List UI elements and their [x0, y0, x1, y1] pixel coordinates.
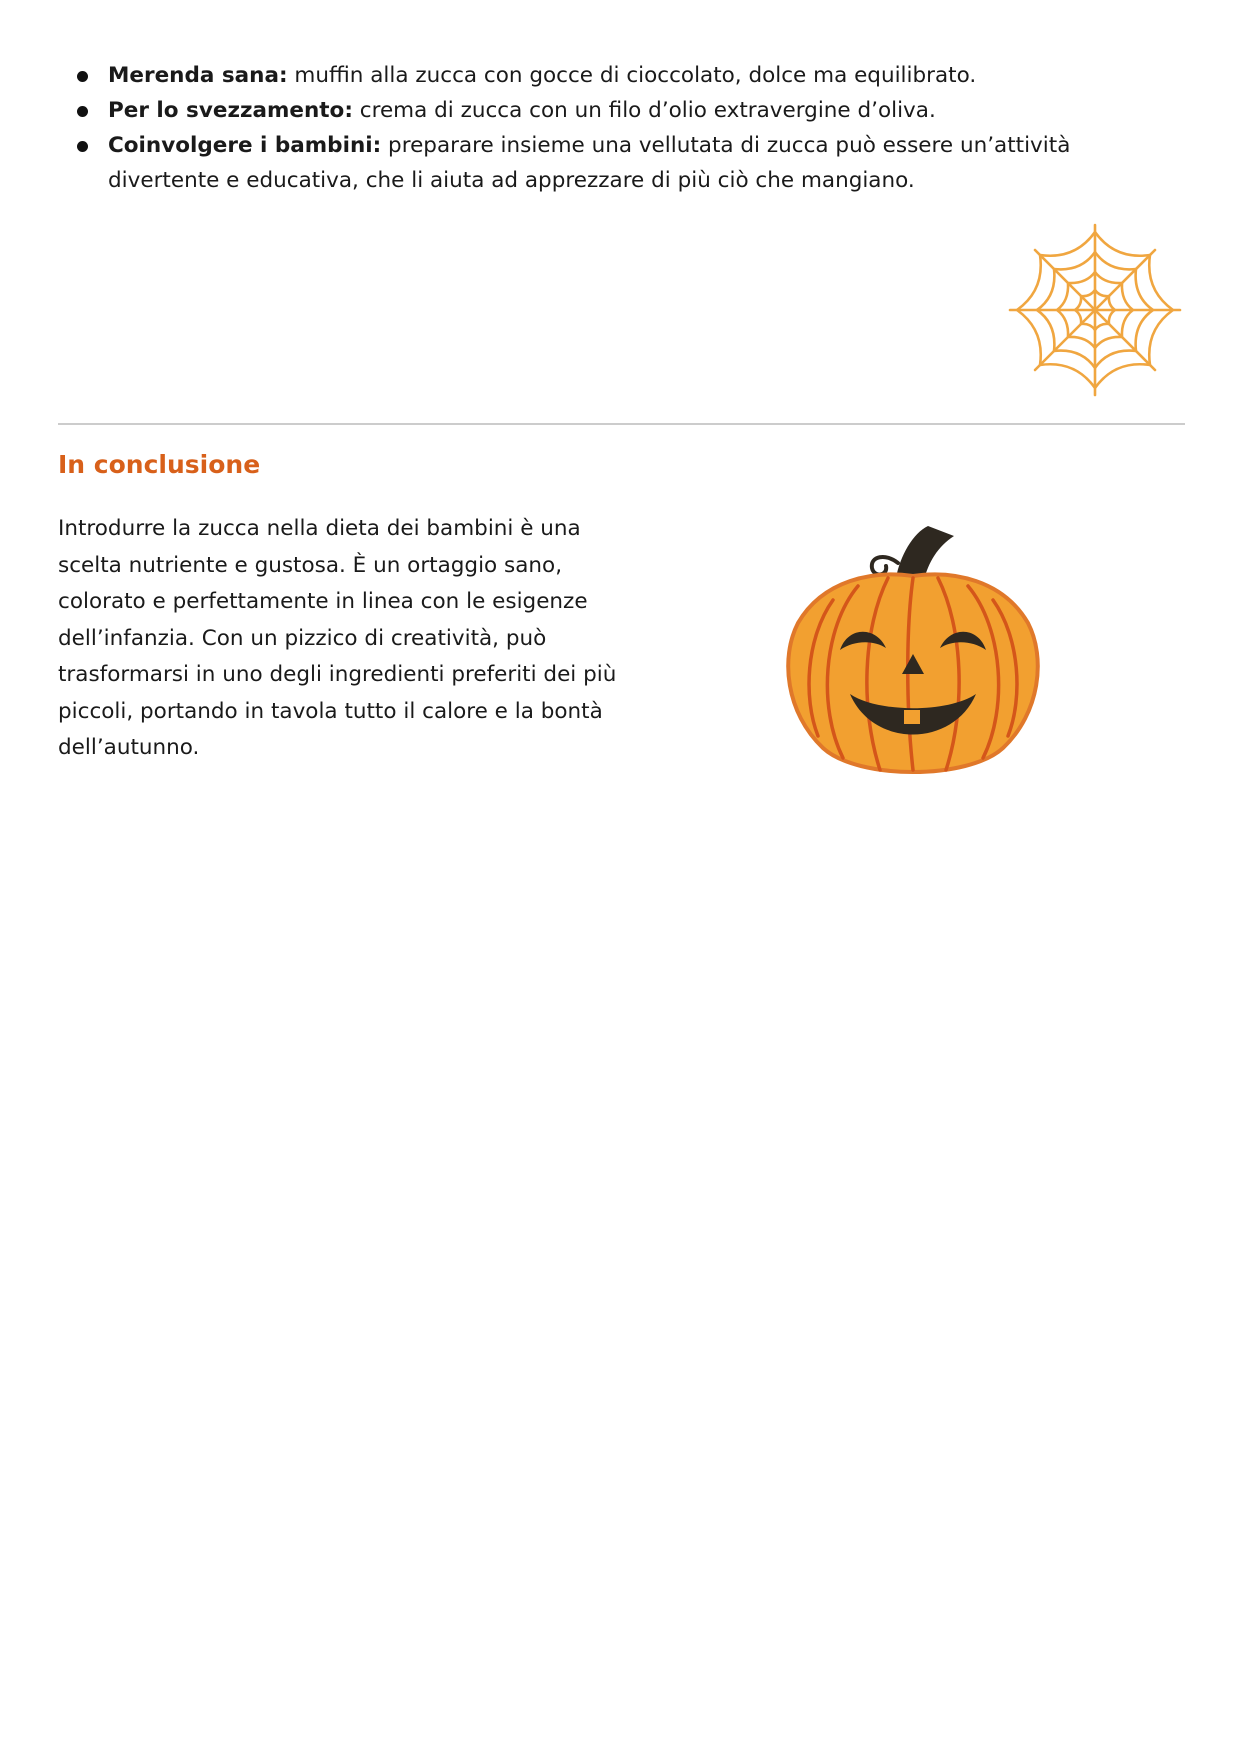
bullet-term: Per lo svezzamento: [108, 98, 353, 123]
section-divider [58, 423, 1185, 425]
bullet-term: Merenda sana: [108, 63, 288, 88]
bullet-text: muffin alla zucca con gocce di cioccolato, dolce ma equilibrato. [287, 63, 977, 88]
bullet-icon [77, 141, 88, 152]
bullet-text: crema di zucca con un filo d’olio extravergine d’oliva. [352, 98, 936, 123]
list-item [74, 128, 1184, 198]
bullet-list [74, 58, 1184, 198]
list-item [74, 58, 1184, 93]
spiderweb-icon [1005, 220, 1185, 400]
bullet-icon [77, 71, 88, 82]
bullet-icon [77, 106, 88, 117]
bullet-text: preparare insieme una vellutata di zucca può essere un’attività divertente e educativa, che li aiuta ad apprezzare di più ciò che mangiano. [108, 133, 1071, 193]
conclusion-paragraph: Introdurre la zucca nella dieta dei bambini è una scelta nutriente e gustosa. È un ortaggio sano, colorato e perfettamente in linea con le esigenze dell’infanzia. Con un pizzico di creatività, può trasformarsi in uno degli ingredienti preferiti dei più piccoli, portando in tavola tutto il calore e la bontà dell’autunno. [58, 516, 617, 760]
bullet-term: Coinvolgere i bambini: [108, 133, 382, 158]
list-item [74, 93, 1184, 128]
jack-o-lantern-icon [778, 508, 1048, 783]
section-heading: In conclusione [58, 450, 261, 479]
